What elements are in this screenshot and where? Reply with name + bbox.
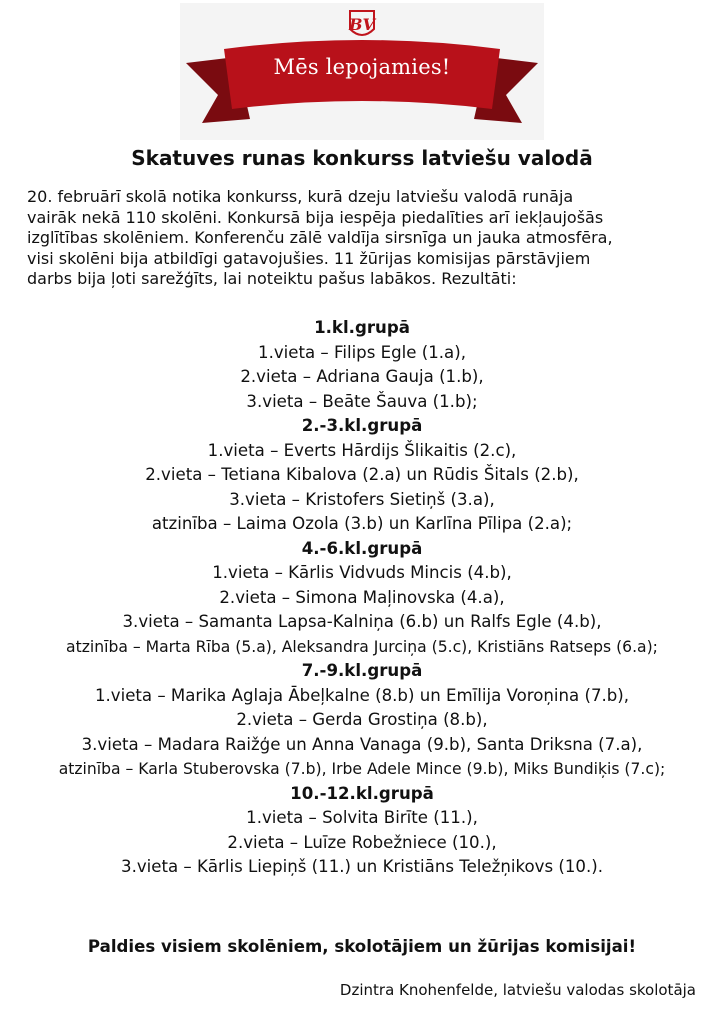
result-line: 2.vieta – Tetiana Kibalova (2.a) un Rūdis Šitals (2.b), xyxy=(145,465,579,484)
result-line: 1.vieta – Kārlis Vidvuds Mincis (4.b), xyxy=(212,563,512,582)
result-line: 3.vieta – Beāte Šauva (1.b); xyxy=(246,391,478,411)
logo-letters: BV xyxy=(349,15,375,34)
author-signature: Dzintra Knohenfelde, latviešu valodas skolotāja xyxy=(339,981,696,999)
result-line: atzinība – Karla Stuberovska (7.b), Irbe Adele Mince (9.b), Miks Bundiķis (7.c); xyxy=(58,760,666,778)
group-heading: 2.-3.kl.grupā xyxy=(301,416,423,435)
group-heading: 4.-6.kl.grupā xyxy=(301,538,423,558)
intro-line: izglītības skolēniem. Konferenču zālē valdīja sirsnīga un jauka atmosfēra, xyxy=(27,228,613,247)
result-line: 3.vieta – Madara Raižģe un Anna Vanaga (9.b), Santa Driksna (7.a), xyxy=(81,734,643,754)
result-line: 2.vieta – Luīze Robežniece (10.), xyxy=(227,832,497,852)
result-line: 1.vieta – Everts Hārdijs Šlikaitis (2.c), xyxy=(207,440,517,460)
thanks-message: Paldies visiem skolēniem, skolotājiem un žūrijas komisijai! xyxy=(87,937,637,956)
result-line: 1.vieta – Filips Egle (1.a), xyxy=(258,342,466,362)
intro-line: 20. februārī skolā notika konkurss, kurā dzeju latviešu valodā runāja xyxy=(27,187,574,206)
group-heading: 1.kl.grupā xyxy=(314,318,410,337)
intro-paragraph xyxy=(27,187,697,290)
result-line: 2.vieta – Simona Maļinovska (4.a), xyxy=(219,587,505,607)
intro-line: vairāk nekā 110 skolēni. Konkursā bija iespēja piedalīties arī iekļaujošās xyxy=(27,207,604,227)
result-line: 2.vieta – Adriana Gauja (1.b), xyxy=(240,367,484,386)
intro-line: visi skolēni bija atbildīgi gatavojušies. 11 žūrijas komisijas pārstāvjiem xyxy=(27,248,591,268)
page-title: Skatuves runas konkurss latviešu valodā xyxy=(131,146,593,170)
ribbon-text: Mēs lepojamies! xyxy=(273,55,451,79)
school-logo-icon xyxy=(348,11,377,35)
result-line: 1.vieta – Solvita Birīte (11.), xyxy=(246,808,478,827)
result-line: atzinība – Laima Ozola (3.b) un Karlīna Pīlipa (2.a); xyxy=(151,514,573,533)
result-line: 3.vieta – Kārlis Liepiņš (11.) un Kristiāns Teležņikovs (10.). xyxy=(121,857,603,876)
group-heading: 10.-12.kl.grupā xyxy=(290,783,434,803)
result-line: 3.vieta – Samanta Lapsa-Kalniņa (6.b) un Ralfs Egle (4.b), xyxy=(122,612,602,631)
result-line: 3.vieta – Kristofers Sietiņš (3.a), xyxy=(229,489,495,509)
result-line: 1.vieta – Marika Aglaja Ābeļkalne (8.b) un Emīlija Voroņina (7.b), xyxy=(94,685,630,705)
result-line: atzinība – Marta Rība (5.a), Aleksandra Jurciņa (5.c), Kristiāns Ratseps (6.a); xyxy=(66,637,658,656)
group-heading: 7.-9.kl.grupā xyxy=(301,661,423,680)
results-list xyxy=(0,316,724,880)
result-line: 2.vieta – Gerda Grostiņa (8.b), xyxy=(236,710,488,729)
intro-line: darbs bija ļoti sarežģīts, lai noteiktu pašus labākos. Rezultāti: xyxy=(27,269,517,288)
header-banner xyxy=(180,3,544,140)
